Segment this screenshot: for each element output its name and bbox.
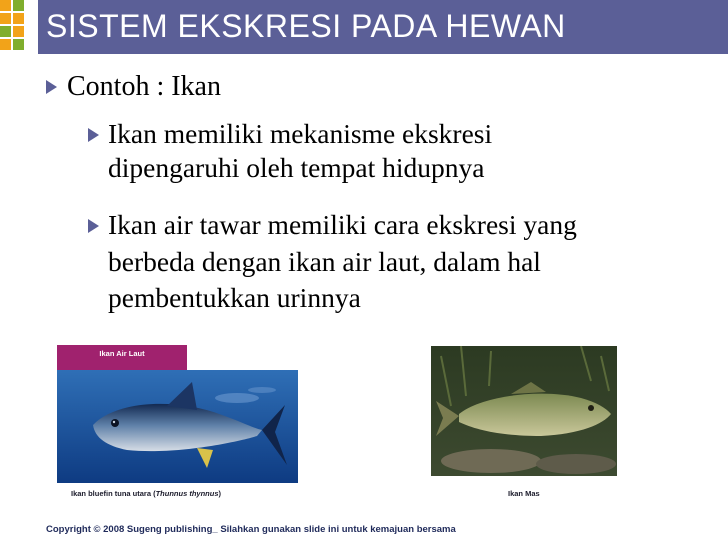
decor-square [0,0,11,11]
bullet-level2-line: dipengaruhi oleh tempat hidupnya [108,152,485,183]
decor-square [13,26,24,37]
bullet-level2-line: Ikan memiliki mekanisme ekskresi [108,118,493,149]
bullet-level2-line: Ikan air tawar memiliki cara ekskresi yang [108,209,577,240]
bullet-level2-line: pembentukkan urinnya [108,282,361,313]
decor-square [13,39,24,50]
bullet-level1-text: Contoh : Ikan [67,71,221,102]
decor-square [0,39,11,50]
caption-species: Thunnus thynnus [155,489,219,498]
image-caption: Ikan Mas [508,489,540,498]
image-caption [71,489,221,498]
caption-text: ) [218,489,222,498]
decor-square [13,0,24,11]
tuna-photo [57,370,298,483]
carp-photo [431,346,617,476]
decor-square [0,26,11,37]
decor-square [13,13,24,24]
bullet-level2-line: berbeda dengan ikan air laut, dalam hal [108,246,541,277]
image-tag-label: Ikan Air Laut [99,349,145,358]
caption-text: Ikan bluefin tuna utara ( [71,489,156,498]
decor-square [0,13,11,24]
slide-title: SISTEM EKSKRESI PADA HEWAN [46,8,566,44]
copyright-footer: Copyright © 2008 Sugeng publishing_ Silahkan gunakan slide ini untuk kemajuan bersama [46,524,456,535]
